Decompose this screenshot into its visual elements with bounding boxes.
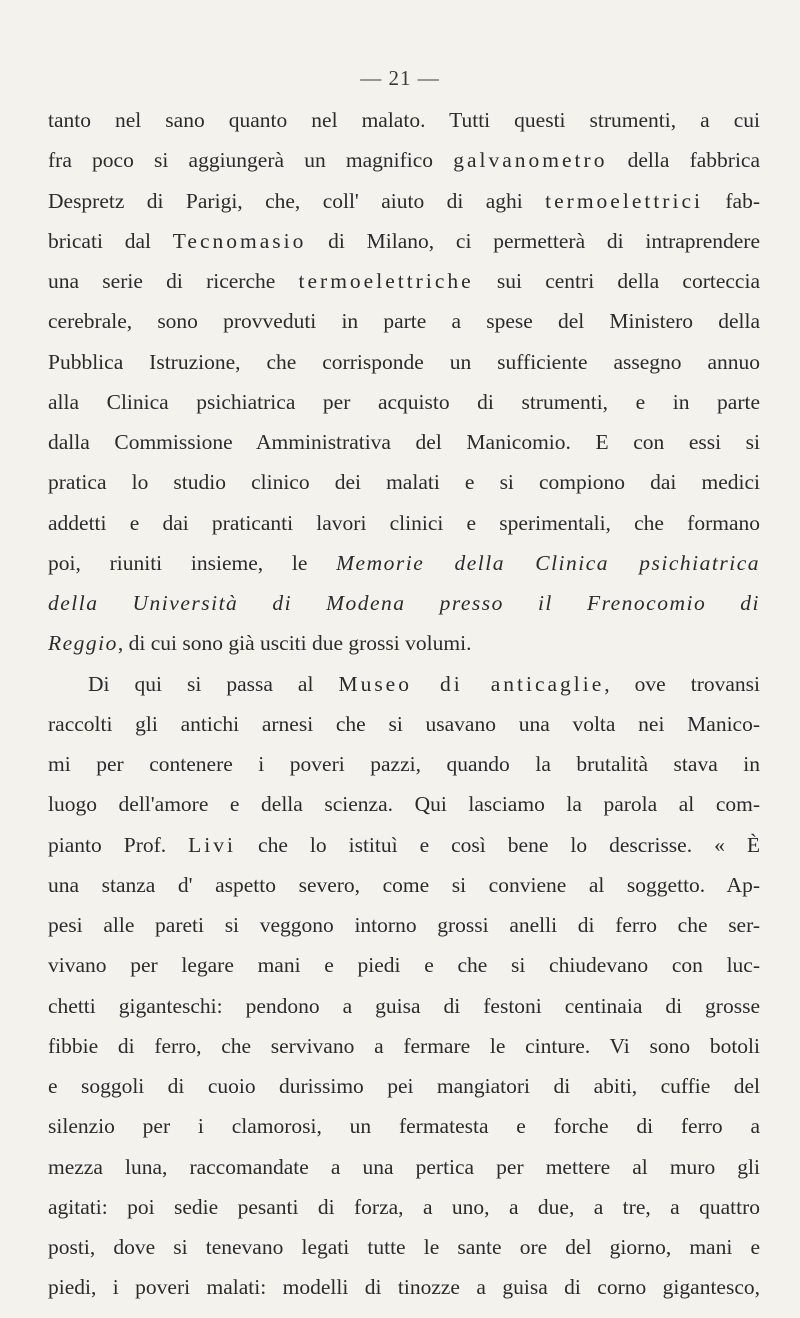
text-line [48,623,760,663]
text-line [48,100,760,140]
text-run: mi per contenere i poveri pazzi, quando la brutalità stava in [48,752,760,776]
text-line [48,986,760,1026]
text-line [48,342,760,382]
text-run: alla Clinica psichiatrica per acquisto di strumenti, e in parte [48,389,760,414]
text-run: , ove trovansi [604,671,760,696]
text-run: posti, dove si tenevano legati tutte le sante ore del giorno, mani e [48,1235,760,1259]
text-line [48,221,760,261]
text-run: luogo dell'amore e della scienza. Qui lasciamo la parola al com- [48,792,760,817]
text-line [48,301,760,341]
text-run: sui centri della corteccia [473,269,760,293]
text-line [48,583,760,623]
text-run: silenzio per i clamorosi, un fermatesta e forche di ferro a [48,1114,760,1139]
text-run: tanto nel sano quanto nel malato. Tutti questi strumenti, a cui [48,108,760,132]
text-line [48,1147,760,1187]
spaced-text: termoelettriche [298,269,474,293]
text-line [48,462,760,502]
text-run: di Milano, ci permetterà di intraprendere [306,228,761,253]
text-line [48,503,760,543]
text-line [48,1267,760,1307]
text-run: mezza luna, raccomandate a una pertica per mettere al muro gli [48,1154,760,1179]
text-run: una serie di ricerche [48,269,299,293]
text-run: della fabbrica [607,148,761,173]
text-run: cerebrale, sono provveduti in parte a spese del Ministero della [48,309,760,334]
italic-text: della Università di Modena presso il Frenocomio di [48,591,760,615]
text-run: e soggoli di cuoio durissimo pei mangiatori di abiti, cuffie del [48,1074,760,1098]
text-line [48,1187,760,1227]
text-line [48,945,760,985]
italic-text: Memorie della Clinica psichiatrica [336,550,760,575]
text-run: fibbie di ferro, che servivano a fermare le cinture. Vi sono botoli [48,1033,760,1058]
text-run: Pubblica Istruzione, che corrisponde un sufficiente assegno annuo [48,349,760,374]
text-run: pratica lo studio clinico dei malati e si compiono dai medici [48,470,760,495]
text-run: piedi, i poveri malati: modelli di tinozze a guisa di corno gigantesco, [48,1275,760,1300]
italic-text: Reggio [48,631,118,656]
text-line [48,261,760,301]
text-line [48,704,760,744]
body-text [48,100,760,1308]
text-run: chetti giganteschi: pendono a guisa di festoni centinaia di grosse [48,993,760,1018]
text-run: che lo istituì e così bene lo descrisse. « È [236,832,760,857]
text-run: una stanza d' aspetto severo, come si conviene al soggetto. Ap- [48,872,760,897]
text-run: fab- [702,188,760,213]
text-line [48,181,760,221]
text-run: raccolti gli antichi arnesi che si usavano una volta nei Manico- [48,711,760,736]
text-run: dalla Commissione Amministrativa del Manicomio. E con essi si [48,430,760,454]
spaced-text: termoelettrici [545,188,703,213]
text-line [48,905,760,945]
text-run: agitati: poi sedie pesanti di forza, a uno, a due, a tre, a quattro [48,1194,760,1219]
text-line [48,382,760,422]
text-run: addetti e dai praticanti lavori clinici e sperimentali, che formano [48,510,760,535]
text-line [48,784,760,824]
text-line [48,744,760,784]
text-run: bricati dal [48,228,173,253]
text-line [48,825,760,865]
text-run: pianto Prof. [48,832,189,857]
spaced-text: Museo di anticaglie [338,671,605,696]
text-line [48,1066,760,1106]
text-run: fra poco si aggiungerà un magnifico [48,148,454,173]
text-line [48,1227,760,1267]
text-run: pesi alle pareti si veggono intorno grossi anelli di ferro che ser- [48,913,760,937]
text-run: vivano per legare mani e piedi e che si chiudevano con luc- [48,953,760,978]
text-line [48,422,760,462]
spaced-text: Tecnomasio [172,228,307,253]
text-line [48,1106,760,1146]
text-run: Despretz di Parigi, che, coll' aiuto di aghi [48,188,546,213]
text-line [48,140,760,180]
spaced-text: Livi [188,832,237,857]
text-line [48,1026,760,1066]
text-line [48,865,760,905]
spaced-text: galvanometro [453,148,608,173]
page-number: — 21 — [360,66,440,90]
text-run: Di qui si passa al [88,671,339,696]
text-run: , di cui sono già usciti due grossi volumi. [117,631,472,656]
text-line [48,664,760,704]
text-line [48,543,760,583]
text-run: poi, riuniti insieme, le [48,550,337,575]
